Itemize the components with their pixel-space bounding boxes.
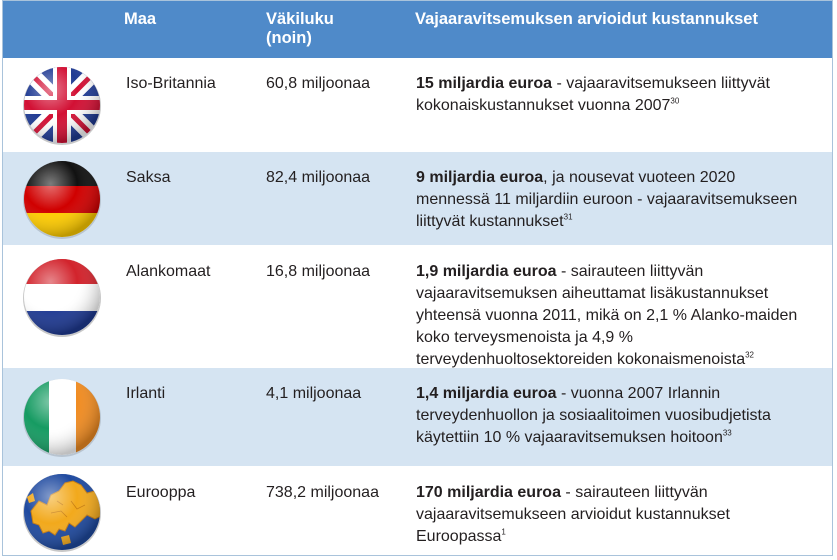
reference-number: 32 — [745, 350, 754, 360]
population-value: 60,8 miljoonaa — [266, 75, 371, 92]
table-row — [3, 152, 832, 246]
cost-detail: - vuonna 2007 Irlannin terveydenhuollon ja sosiaalitoimen vuosibudjetista käytettiin 10 % vajaaravitsemuksen hoitoon — [416, 385, 771, 446]
cost-detail: - sairauteen liittyvän vajaaravitsemuksen aiheuttamat lisäkustannukset yhteensä vuonna 2011, mikä on 2,1 % Alanko-maiden koko terveysmenoista ja 4,9 % terveydenhuoltosektoreiden kokonaismenoista — [416, 263, 798, 368]
reference-number: 1 — [501, 527, 506, 537]
germany-flag-icon — [21, 158, 103, 240]
table-row — [3, 246, 832, 368]
cost-amount: 1,9 miljardia euroa — [416, 263, 557, 280]
country-name: Eurooppa — [126, 484, 196, 501]
header-population — [266, 10, 334, 48]
cost-detail: - vajaaravitsemukseen liittyvät kokonaiskustannukset vuonna 2007 — [416, 75, 770, 114]
reference-number: 31 — [563, 212, 573, 222]
country-name: Iso-Britannia — [126, 75, 216, 92]
cost-description — [416, 383, 801, 449]
cost-table — [2, 0, 833, 556]
table-row — [3, 58, 832, 152]
population-value: 738,2 miljoonaa — [266, 484, 379, 501]
table-row — [3, 467, 832, 556]
cost-amount: 9 miljardia euroa — [416, 169, 544, 186]
uk-flag-icon — [21, 64, 103, 146]
cost-description — [416, 167, 801, 233]
cost-amount: 15 miljardia euroa — [416, 75, 553, 92]
header-population-label: Väkiluku — [266, 10, 334, 28]
netherlands-flag-icon — [21, 256, 103, 338]
population-value: 4,1 miljoonaa — [266, 385, 362, 402]
reference-number: 30 — [670, 96, 680, 106]
europe-map-icon — [21, 471, 103, 553]
cost-detail: - sairauteen liittyvän vajaaravitsemukseen arvioidut kustannukset Euroopassa — [416, 484, 730, 545]
country-name: Alankomaat — [126, 263, 211, 280]
population-value: 82,4 miljoonaa — [266, 169, 371, 186]
header-country: Maa — [124, 10, 157, 28]
cost-amount: 170 miljardia euroa — [416, 484, 561, 501]
country-name: Irlanti — [126, 385, 166, 402]
ireland-flag-icon — [21, 376, 103, 458]
cost-description — [416, 261, 801, 371]
header-costs: Vajaaravitsemuksen arvioidut kustannukset — [415, 10, 758, 28]
cost-description — [416, 73, 801, 117]
table-row — [3, 368, 832, 467]
cost-detail: , ja nousevat vuoteen 2020 mennessä 11 miljardiin euroon - vajaaravitsemukseen liittyvät kustannukset — [416, 169, 798, 230]
cost-description — [416, 482, 801, 548]
country-name: Saksa — [126, 169, 171, 186]
table-header — [3, 1, 832, 58]
population-value: 16,8 miljoonaa — [266, 263, 371, 280]
header-population-note: (noin) — [266, 29, 312, 47]
reference-number: 33 — [722, 428, 732, 438]
cost-amount: 1,4 miljardia euroa — [416, 385, 557, 402]
